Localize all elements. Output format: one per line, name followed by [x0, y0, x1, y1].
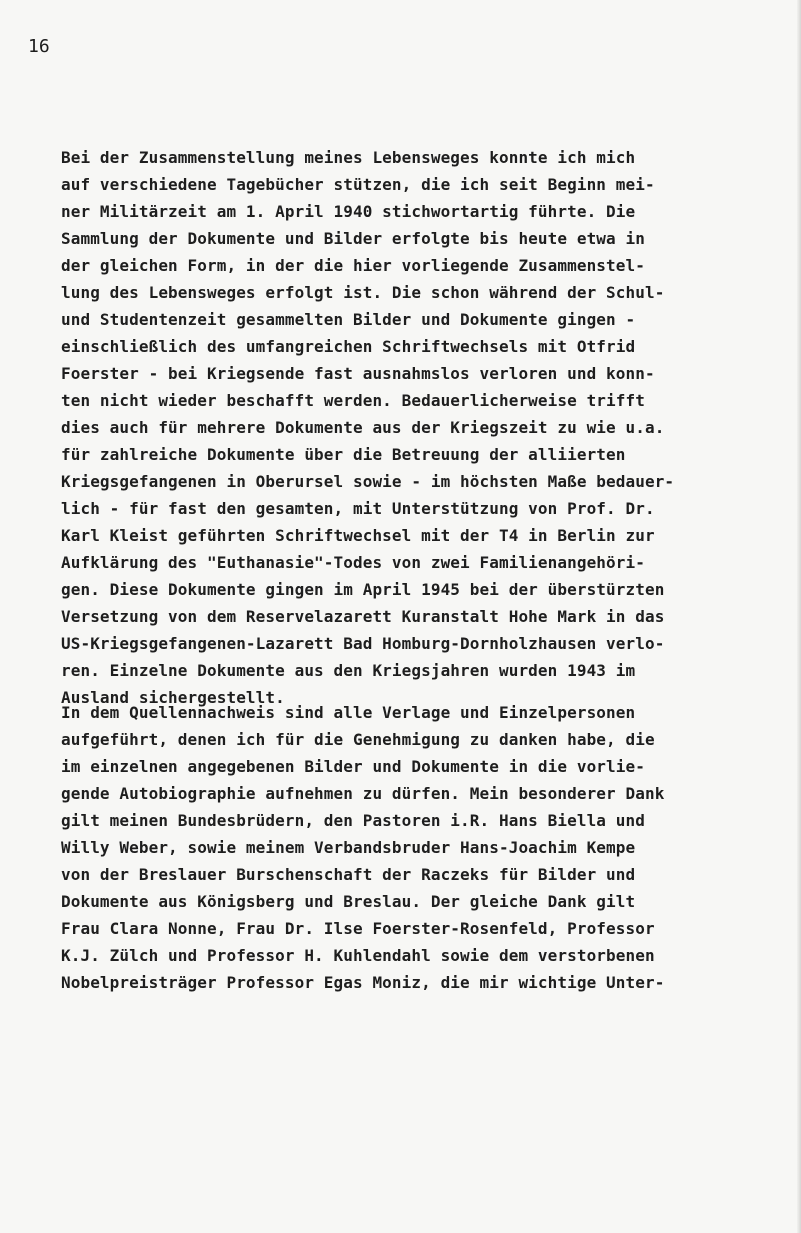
text-line: Frau Clara Nonne, Frau Dr. Ilse Foerster-Rosenfeld, Professor	[61, 919, 655, 938]
text-line: auf verschiedene Tagebücher stützen, die ich seit Beginn mei-	[61, 175, 655, 194]
paragraph-sources-acknowledgement	[61, 144, 761, 711]
text-line: Bei der Zusammenstellung meines Lebensweges konnte ich mich	[61, 148, 636, 167]
text-line: gende Autobiographie aufnehmen zu dürfen. Mein besonderer Dank	[61, 784, 665, 803]
text-line: im einzelnen angegebenen Bilder und Dokumente in die vorlie-	[61, 757, 645, 776]
text-line: lung des Lebensweges erfolgt ist. Die schon während der Schul-	[61, 283, 665, 302]
text-line: In dem Quellennachweis sind alle Verlage und Einzelpersonen	[61, 703, 636, 722]
text-line: Karl Kleist geführten Schriftwechsel mit der T4 in Berlin zur	[61, 526, 655, 545]
text-line: ren. Einzelne Dokumente aus den Kriegsjahren wurden 1943 im	[61, 661, 636, 680]
text-line: Sammlung der Dokumente und Bilder erfolgte bis heute etwa in	[61, 229, 645, 248]
text-line: Kriegsgefangenen in Oberursel sowie - im höchsten Maße bedauer-	[61, 472, 675, 491]
text-line: lich - für fast den gesamten, mit Unterstützung von Prof. Dr.	[61, 499, 655, 518]
text-line: Willy Weber, sowie meinem Verbandsbruder Hans-Joachim Kempe	[61, 838, 636, 857]
text-line: Aufklärung des "Euthanasie"-Todes von zwei Familienangehöri-	[61, 553, 645, 572]
text-line: Dokumente aus Königsberg und Breslau. Der gleiche Dank gilt	[61, 892, 636, 911]
text-line: ten nicht wieder beschafft werden. Bedauerlicherweise trifft	[61, 391, 645, 410]
text-line: von der Breslauer Burschenschaft der Raczeks für Bilder und	[61, 865, 636, 884]
text-line: Foerster - bei Kriegsende fast ausnahmslos verloren und konn-	[61, 364, 655, 383]
text-line: Nobelpreisträger Professor Egas Moniz, die mir wichtige Unter-	[61, 973, 665, 992]
page-number: 16	[28, 36, 50, 57]
text-line: aufgeführt, denen ich für die Genehmigung zu danken habe, die	[61, 730, 655, 749]
text-line: US-Kriegsgefangenen-Lazarett Bad Homburg-Dornholzhausen verlo-	[61, 634, 665, 653]
text-line: für zahlreiche Dokumente über die Betreuung der alliierten	[61, 445, 626, 464]
text-line: Versetzung von dem Reservelazarett Kuranstalt Hohe Mark in das	[61, 607, 665, 626]
text-line: gen. Diese Dokumente gingen im April 1945 bei der überstürzten	[61, 580, 665, 599]
text-line: dies auch für mehrere Dokumente aus der Kriegszeit zu wie u.a.	[61, 418, 665, 437]
text-line: K.J. Zülch und Professor H. Kuhlendahl sowie dem verstorbenen	[61, 946, 655, 965]
text-line: einschließlich des umfangreichen Schriftwechsels mit Otfrid	[61, 337, 636, 356]
page-edge-shadow	[797, 0, 801, 1233]
text-line: Ausland sichergestellt.	[61, 688, 285, 707]
text-line: und Studentenzeit gesammelten Bilder und Dokumente gingen -	[61, 310, 636, 329]
text-line: gilt meinen Bundesbrüdern, den Pastoren i.R. Hans Biella und	[61, 811, 645, 830]
text-line: ner Militärzeit am 1. April 1940 stichwortartig führte. Die	[61, 202, 636, 221]
text-line: der gleichen Form, in der die hier vorliegende Zusammenstel-	[61, 256, 645, 275]
paragraph-credits-thanks	[61, 699, 761, 996]
